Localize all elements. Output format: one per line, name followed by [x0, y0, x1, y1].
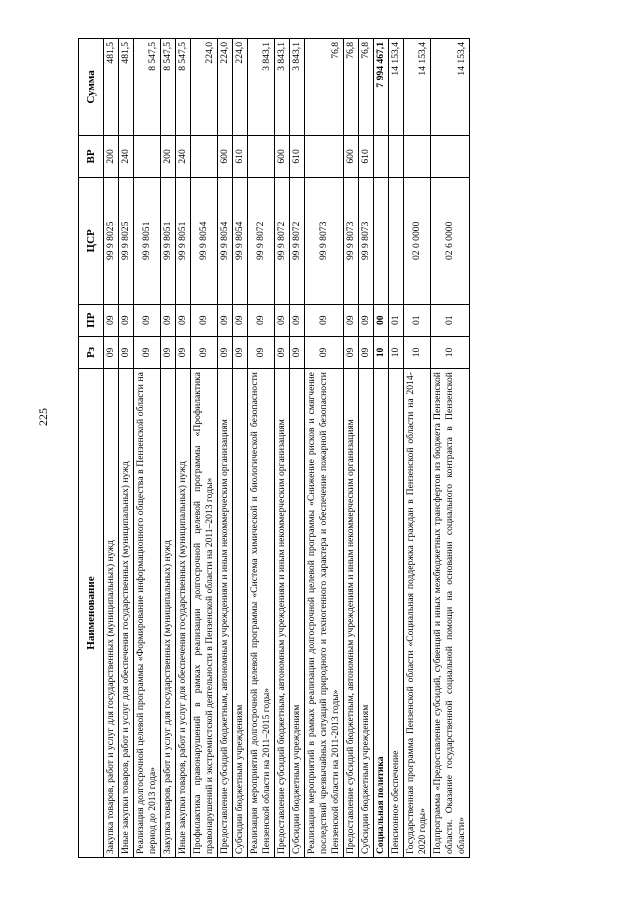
row-csr-cell [389, 178, 404, 305]
row-vr-cell [305, 135, 344, 177]
row-pr-cell: 09 [161, 304, 176, 336]
table-row [233, 39, 248, 858]
row-rz-cell: 09 [305, 336, 344, 368]
row-rz-cell: 10 [431, 336, 470, 368]
row-vr-cell: 600 [218, 135, 233, 177]
row-name-cell: Подпрограмма «Предоставление субсидий, субвенций и иных межбюджетных трансфертов из бюджета Пензенской области. Оказание государственной социальной помощи на основании социального контракта в Пензенской области» [431, 369, 470, 858]
row-csr-cell: 99 9 8025 [104, 178, 119, 305]
row-vr-cell [374, 135, 389, 177]
row-rz-cell: 09 [290, 336, 305, 368]
row-rz-cell: 09 [176, 336, 191, 368]
row-csr-cell: 99 9 8072 [275, 178, 290, 305]
row-csr-cell: 99 9 8072 [248, 178, 275, 305]
row-rz-cell: 09 [248, 336, 275, 368]
row-vr-cell [431, 135, 470, 177]
row-csr-cell: 02 6 0000 [431, 178, 470, 305]
table-row [191, 39, 218, 858]
row-rz-cell: 09 [161, 336, 176, 368]
table-row [305, 39, 344, 858]
row-vr-cell: 600 [344, 135, 359, 177]
table-row [374, 39, 389, 858]
row-name-cell: Закупка товаров, работ и услуг для государственных (муниципальных) нужд [104, 369, 119, 858]
row-pr-cell: 01 [404, 304, 431, 336]
row-pr-cell: 09 [248, 304, 275, 336]
row-vr-cell: 200 [161, 135, 176, 177]
row-rz-cell: 09 [218, 336, 233, 368]
row-pr-cell: 09 [305, 304, 344, 336]
row-name-cell: Пенсионное обеспечение [389, 369, 404, 858]
row-pr-cell: 09 [176, 304, 191, 336]
row-pr-cell: 09 [275, 304, 290, 336]
row-pr-cell: 00 [374, 304, 389, 336]
row-sum-cell: 481,5 [104, 39, 119, 136]
budget-table [78, 38, 470, 858]
row-sum-cell: 14 153,4 [389, 39, 404, 136]
row-pr-cell: 09 [134, 304, 161, 336]
table-row [134, 39, 161, 858]
row-sum-cell: 3 843,1 [275, 39, 290, 136]
row-sum-cell: 8 547,5 [176, 39, 191, 136]
row-sum-cell: 8 547,5 [161, 39, 176, 136]
table-row [161, 39, 176, 858]
row-rz-cell: 09 [233, 336, 248, 368]
row-vr-cell: 200 [104, 135, 119, 177]
row-sum-cell: 7 994 467,1 [374, 39, 389, 136]
row-sum-cell: 76,8 [344, 39, 359, 136]
table-row [119, 39, 134, 858]
row-vr-cell [248, 135, 275, 177]
row-pr-cell: 09 [233, 304, 248, 336]
row-csr-cell: 99 9 8051 [176, 178, 191, 305]
header-vr: ВР [79, 135, 104, 177]
table-row [344, 39, 359, 858]
row-pr-cell: 09 [359, 304, 374, 336]
row-pr-cell: 09 [191, 304, 218, 336]
row-name-cell: Реализация долгосрочной целевой программы «Формирование информационного общества в Пензенской области на период до 2013 года» [134, 369, 161, 858]
row-name-cell: Государственная программа Пензенской области «Социальная поддержка граждан в Пензенской области на 2014-2020 годы» [404, 369, 431, 858]
row-name-cell: Субсидии бюджетным учреждениям [233, 369, 248, 858]
row-name-cell: Социальная политика [374, 369, 389, 858]
row-rz-cell: 09 [191, 336, 218, 368]
row-csr-cell: 02 0 0000 [404, 178, 431, 305]
row-sum-cell: 76,8 [305, 39, 344, 136]
row-pr-cell: 09 [119, 304, 134, 336]
row-vr-cell: 610 [359, 135, 374, 177]
row-pr-cell: 09 [290, 304, 305, 336]
row-name-cell: Иные закупки товаров, работ и услуг для обеспечения государственных (муниципальных) нужд [119, 369, 134, 858]
header-pr: ПР [79, 304, 104, 336]
row-sum-cell: 224,0 [233, 39, 248, 136]
table-row [404, 39, 431, 858]
row-vr-cell: 610 [290, 135, 305, 177]
row-pr-cell: 01 [431, 304, 470, 336]
row-csr-cell: 99 9 8025 [119, 178, 134, 305]
row-csr-cell: 99 9 8051 [134, 178, 161, 305]
table-row [218, 39, 233, 858]
row-name-cell: Субсидии бюджетным учреждениям [359, 369, 374, 858]
table-header-row [79, 39, 104, 858]
row-csr-cell: 99 9 8054 [218, 178, 233, 305]
page-number: 225 [36, 408, 50, 426]
row-name-cell: Субсидии бюджетным учреждениям [290, 369, 305, 858]
row-csr-cell: 99 9 8051 [161, 178, 176, 305]
row-rz-cell: 09 [104, 336, 119, 368]
row-csr-cell: 99 9 8072 [290, 178, 305, 305]
table-row [248, 39, 275, 858]
row-vr-cell: 610 [233, 135, 248, 177]
row-name-cell: Закупка товаров, работ и услуг для государственных (муниципальных) нужд [161, 369, 176, 858]
row-vr-cell: 240 [176, 135, 191, 177]
table-row [389, 39, 404, 858]
row-rz-cell: 09 [134, 336, 161, 368]
row-rz-cell: 10 [389, 336, 404, 368]
row-rz-cell: 09 [275, 336, 290, 368]
row-sum-cell: 76,8 [359, 39, 374, 136]
budget-table-container [78, 38, 470, 858]
header-rz: Рз [79, 336, 104, 368]
table-row [104, 39, 119, 858]
row-pr-cell: 09 [104, 304, 119, 336]
table-row [359, 39, 374, 858]
row-rz-cell: 09 [359, 336, 374, 368]
row-rz-cell: 09 [344, 336, 359, 368]
row-sum-cell: 3 843,1 [290, 39, 305, 136]
row-vr-cell: 240 [119, 135, 134, 177]
row-pr-cell: 09 [218, 304, 233, 336]
row-pr-cell: 01 [389, 304, 404, 336]
row-csr-cell: 99 9 8073 [359, 178, 374, 305]
row-name-cell: Предоставление субсидий бюджетным, автономным учреждениям и иным некоммерческим организациям [275, 369, 290, 858]
row-vr-cell [134, 135, 161, 177]
header-csr: ЦСР [79, 178, 104, 305]
row-csr-cell: 99 9 8073 [344, 178, 359, 305]
row-csr-cell: 99 9 8054 [233, 178, 248, 305]
table-row [176, 39, 191, 858]
row-sum-cell: 14 153,4 [431, 39, 470, 136]
row-name-cell: Реализация мероприятий в рамках реализации долгосрочной целевой программы «Снижение рисков и смягчение последствий чрезвычайных ситуаций природного и техногенного характера и обеспечение пожарной безопасности Пензенской области на 2011-2013 годы» [305, 369, 344, 858]
header-name: Наименование [79, 369, 104, 858]
row-sum-cell: 224,0 [191, 39, 218, 136]
row-csr-cell [374, 178, 389, 305]
row-name-cell: Иные закупки товаров, работ и услуг для обеспечения государственных (муниципальных) нужд [176, 369, 191, 858]
row-rz-cell: 09 [119, 336, 134, 368]
table-body [104, 39, 470, 858]
row-name-cell: Предоставление субсидий бюджетным, автономным учреждениям и иным некоммерческим организациям [344, 369, 359, 858]
row-sum-cell: 3 843,1 [248, 39, 275, 136]
header-sum: Сумма [79, 39, 104, 136]
row-rz-cell: 10 [404, 336, 431, 368]
row-pr-cell: 09 [344, 304, 359, 336]
table-row [275, 39, 290, 858]
row-name-cell: Профилактика правонарушений в рамках реализации долгосрочной целевой программы «Профилактика правонарушений и экстремистской деятельности в Пензенской области на 2011–2013 годы» [191, 369, 218, 858]
row-sum-cell: 481,5 [119, 39, 134, 136]
row-name-cell: Реализация мероприятий долгосрочной целевой программы «Система химической и биологической безопасности Пензенской области на 2011–2015 годы» [248, 369, 275, 858]
row-csr-cell: 99 9 8073 [305, 178, 344, 305]
row-vr-cell [191, 135, 218, 177]
row-vr-cell: 600 [275, 135, 290, 177]
table-row [290, 39, 305, 858]
row-sum-cell: 8 547,5 [134, 39, 161, 136]
table-row [431, 39, 470, 858]
row-vr-cell [389, 135, 404, 177]
row-rz-cell: 10 [374, 336, 389, 368]
row-name-cell: Предоставление субсидий бюджетным, автономным учреждениям и иным некоммерческим организациям [218, 369, 233, 858]
row-sum-cell: 224,0 [218, 39, 233, 136]
row-vr-cell [404, 135, 431, 177]
row-sum-cell: 14 153,4 [404, 39, 431, 136]
row-csr-cell: 99 9 8054 [191, 178, 218, 305]
